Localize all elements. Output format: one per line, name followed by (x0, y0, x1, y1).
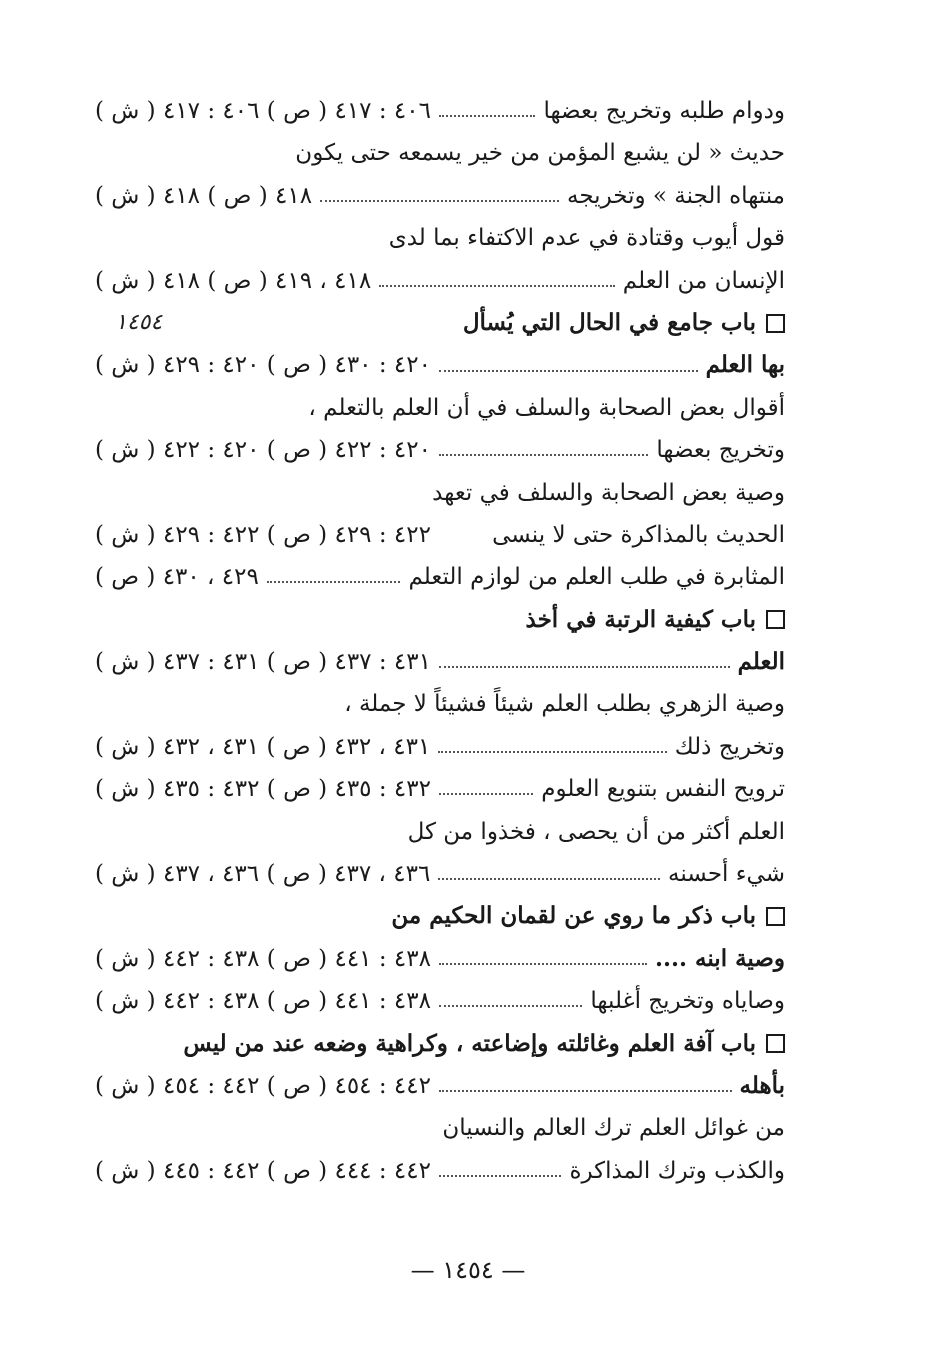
entry-text: منتهاه الجنة » وتخريجه (566, 182, 785, 209)
dot-leader (439, 1005, 582, 1007)
dot-leader (439, 963, 647, 965)
index-text-line (95, 217, 785, 259)
entry-text: وصاياه وتخريج أغلبها (590, 988, 785, 1015)
index-text-line (95, 811, 785, 853)
dot-leader (438, 751, 666, 753)
dot-leader (439, 454, 648, 456)
section-heading (95, 302, 785, 344)
index-entry (95, 768, 785, 810)
page-references: ٤٣٦ ، ٤٣٧ ( ص ) ٤٣٦ ، ٤٣٧ ( ش ) (95, 861, 431, 888)
heading-text: باب ذكر ما روي عن لقمان الحكيم من (391, 902, 756, 930)
section-heading (95, 1023, 785, 1065)
line-text: قول أيوب وقتادة في عدم الاكتفاء بما لدى (388, 225, 785, 252)
index-text-line (95, 683, 785, 725)
entry-text: الحديث بالمذاكرة حتى لا ينسى (492, 521, 785, 548)
entry-text: وتخريج بعضها (656, 437, 785, 464)
index-entry (95, 175, 785, 217)
heading-text: باب كيفية الرتبة في أخذ (525, 605, 756, 633)
handwritten-note: ١٤٥٤ (115, 309, 163, 335)
dot-leader (439, 115, 535, 117)
index-entry (95, 641, 785, 683)
index-text-line (95, 132, 785, 174)
dot-leader (438, 878, 660, 880)
index-entry (95, 726, 785, 768)
index-text-line (95, 387, 785, 429)
entry-text: والكذب وترك المذاكرة (569, 1157, 785, 1184)
dot-leader (439, 370, 698, 372)
entry-text: العلم (737, 648, 785, 676)
page-references: ٤٣٨ : ٤٤١ ( ص ) ٤٣٨ : ٤٤٢ ( ش ) (95, 945, 431, 972)
checkbox-square-icon (766, 610, 785, 629)
page-number: — ١٤٥٤ — (410, 1256, 526, 1284)
index-entry (95, 556, 785, 598)
line-text: وصية الزهري بطلب العلم شيئاً فشيئاً لا جملة ، (344, 691, 785, 718)
section-heading (95, 599, 785, 641)
line-text: العلم أكثر من أن يحصى ، فخذوا من كل (407, 818, 785, 845)
dot-leader (439, 1175, 561, 1177)
page-references: ٤١٨ ( ص ) ٤١٨ ( ش ) (95, 182, 313, 209)
page-references: ٤٢٠ : ٤٣٠ ( ص ) ٤٢٠ : ٤٢٩ ( ش ) (95, 352, 431, 379)
dot-leader (439, 666, 730, 668)
page-references: ٤٢٩ ، ٤٣٠ ( ص ) (95, 564, 259, 591)
dot-leader (379, 285, 615, 287)
index-text-line (95, 1107, 785, 1149)
index-entry (95, 1150, 785, 1192)
line-text: أقوال بعض الصحابة والسلف في أن العلم بالتعلم ، (308, 394, 785, 421)
page-references: ٤١٨ ، ٤١٩ ( ص ) ٤١٨ ( ش ) (95, 267, 372, 294)
entry-text: المثابرة في طلب العلم من لوازم التعلم (408, 564, 785, 591)
entry-text: وصية ابنه .... (654, 944, 785, 972)
checkbox-square-icon (766, 314, 785, 333)
page-references: ٤٣١ ، ٤٣٢ ( ص ) ٤٣١ ، ٤٣٢ ( ش ) (95, 733, 431, 760)
index-entry (95, 938, 785, 980)
page-references: ٤٤٢ : ٤٤٤ ( ص ) ٤٤٢ : ٤٤٥ ( ش ) (95, 1157, 431, 1184)
entry-text: شيء أحسنه (668, 861, 785, 888)
index-page (95, 90, 785, 1192)
index-text-line (95, 472, 785, 514)
line-text: من غوائل العلم ترك العالم والنسيان (442, 1115, 785, 1142)
dot-leader (320, 200, 559, 202)
index-entry (95, 853, 785, 895)
entry-text: وتخريج ذلك (674, 733, 785, 760)
entry-text: بها العلم (705, 351, 785, 379)
page-references: ٤٣١ : ٤٣٧ ( ص ) ٤٣١ : ٤٣٧ ( ش ) (95, 649, 431, 676)
index-entry (95, 260, 785, 302)
index-entry (95, 90, 785, 132)
dot-leader (439, 1090, 732, 1092)
page-references: ٤٢٠ : ٤٢٢ ( ص ) ٤٢٠ : ٤٢٢ ( ش ) (95, 437, 431, 464)
index-entry (95, 344, 785, 386)
page-references: ٤٣٨ : ٤٤١ ( ص ) ٤٣٨ : ٤٤٢ ( ش ) (95, 988, 431, 1015)
dot-leader (267, 581, 401, 583)
heading-text: باب جامع في الحال التي يُسأل (462, 308, 756, 336)
line-text: وصية بعض الصحابة والسلف في تعهد (432, 479, 785, 506)
page-references: ٤٤٢ : ٤٥٤ ( ص ) ٤٤٢ : ٤٥٤ ( ش ) (95, 1072, 431, 1099)
page-references: ٤٠٦ : ٤١٧ ( ص ) ٤٠٦ : ٤١٧ ( ش ) (95, 98, 431, 124)
page-references: ٤٣٢ : ٤٣٥ ( ص ) ٤٣٢ : ٤٣٥ ( ش ) (95, 776, 431, 803)
entry-text: ترويح النفس بتنويع العلوم (541, 776, 785, 803)
page-references: ٤٢٢ : ٤٢٩ ( ص ) ٤٢٢ : ٤٢٩ ( ش ) (95, 521, 431, 548)
section-heading (95, 895, 785, 937)
checkbox-square-icon (766, 1034, 785, 1053)
index-entry (95, 1065, 785, 1107)
index-entry (95, 429, 785, 471)
index-entry (95, 514, 785, 556)
heading-text: باب آفة العلم وغائلته وإضاعته ، وكراهية وضعه عند من ليس (183, 1029, 756, 1057)
line-text: حديث « لن يشبع المؤمن من خير يسمعه حتى يكون (295, 140, 785, 167)
checkbox-square-icon (766, 907, 785, 926)
entry-text: ودوام طلبه وتخريج بعضها (543, 98, 785, 124)
entry-text: الإنسان من العلم (622, 267, 785, 294)
dot-leader (439, 793, 533, 795)
index-entry (95, 980, 785, 1022)
entry-text: بأهله (739, 1071, 785, 1099)
